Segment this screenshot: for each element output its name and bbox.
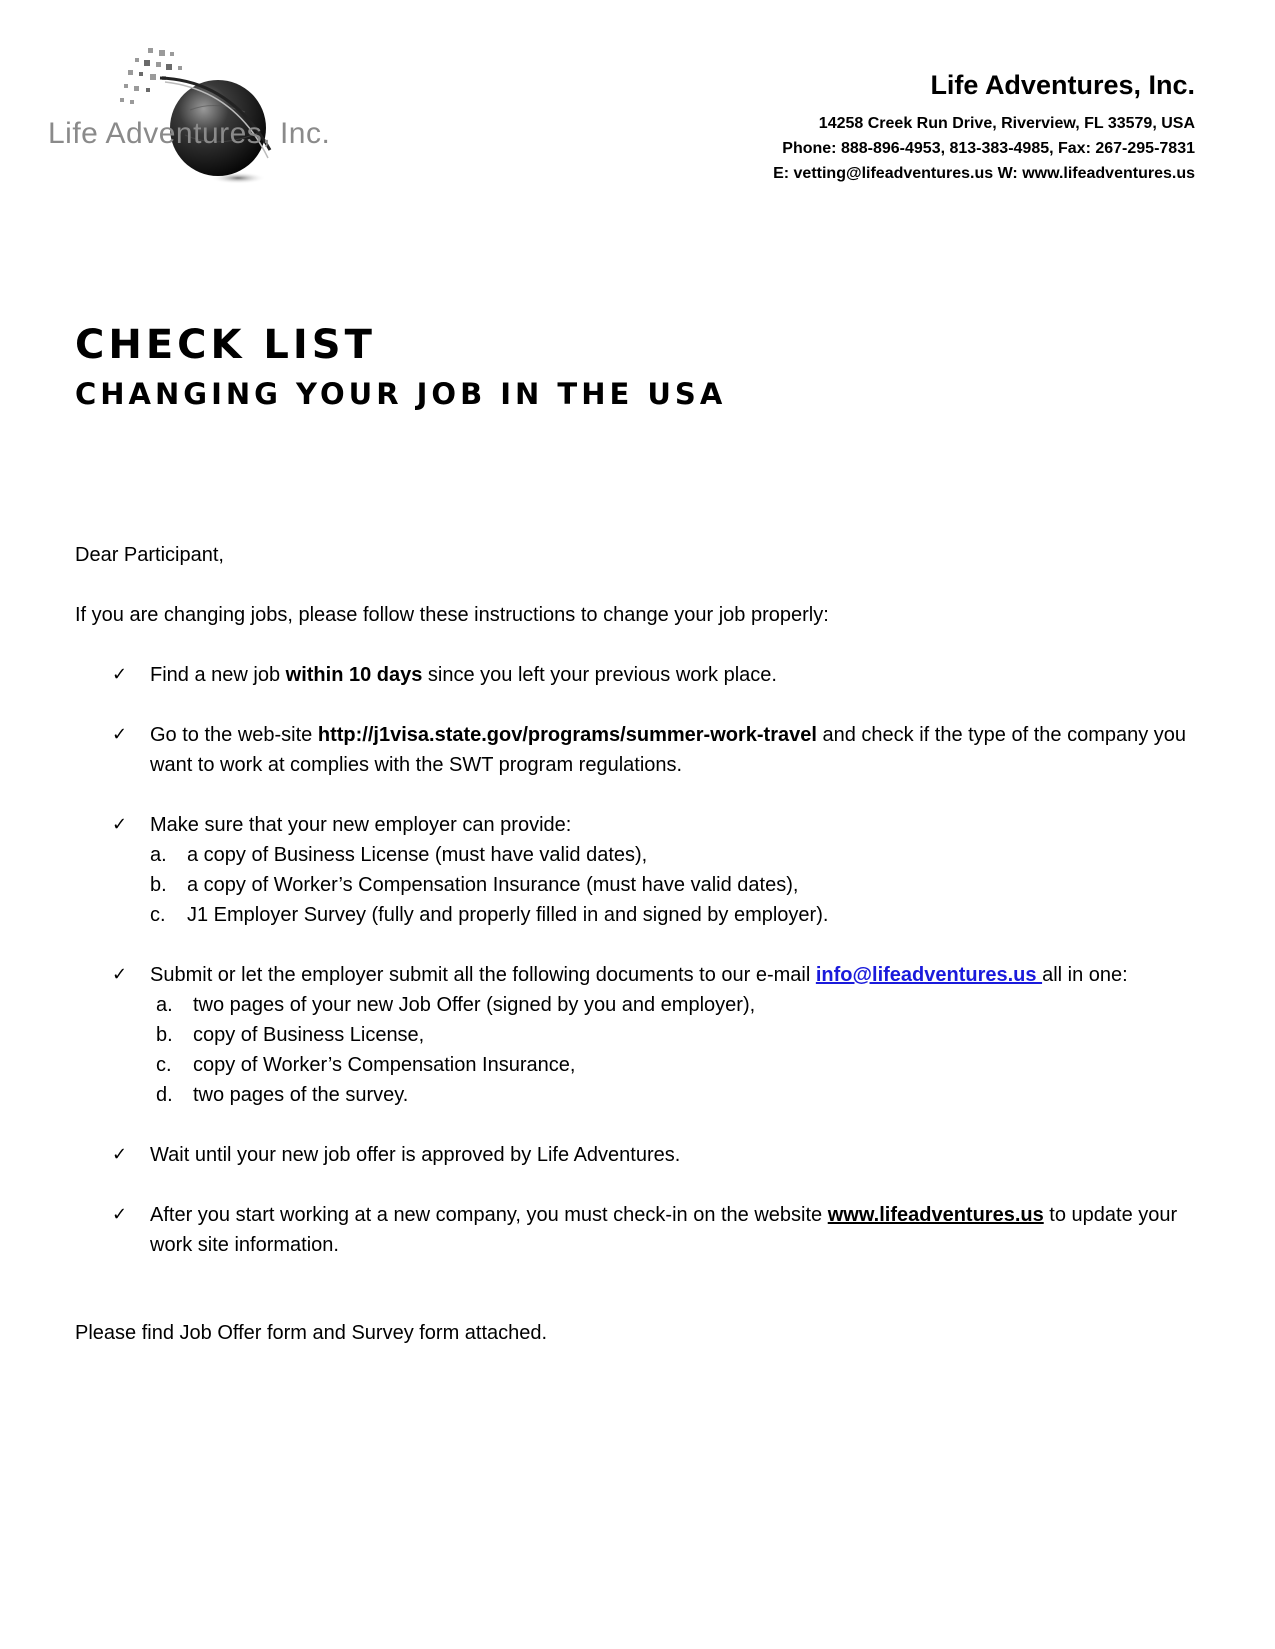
checklist-item-employer-documents bbox=[75, 810, 1205, 930]
company-name: Life Adventures, Inc. bbox=[930, 70, 1195, 100]
checkmark-icon: ✓ bbox=[112, 814, 128, 835]
checkmark-icon: ✓ bbox=[112, 1144, 128, 1165]
sub-item bbox=[150, 1080, 1205, 1110]
document-subtitle: CHANGING YOUR JOB IN THE USA bbox=[75, 377, 727, 411]
sub-item-text: copy of Worker’s Compensation Insurance, bbox=[193, 1054, 576, 1076]
checklist-item-submit-documents bbox=[75, 960, 1205, 1110]
company-address: 14258 Creek Run Drive, Riverview, FL 33579, USA bbox=[818, 115, 1195, 132]
company-contact: E: vetting@lifeadventures.us W: www.lifeadventures.us bbox=[773, 165, 1195, 182]
document-title-block bbox=[75, 320, 726, 414]
sub-item-text: copy of Business License, bbox=[193, 1024, 425, 1046]
item-text: Wait until your new job offer is approved by Life Adventures. bbox=[150, 1144, 681, 1166]
sub-item bbox=[150, 1050, 1205, 1080]
checklist-item-find-job bbox=[75, 660, 1205, 690]
state-gov-url: http://j1visa.state.gov/programs/summer-work-travel bbox=[317, 724, 817, 746]
company-phone: Phone: 888-896-4953, 813-383-4985, Fax: 267-295-7831 bbox=[782, 140, 1195, 157]
sub-item-text: a copy of Worker’s Compensation Insurance (must have valid dates), bbox=[187, 874, 799, 896]
sub-item-text: two pages of your new Job Offer (signed by you and employer), bbox=[193, 994, 756, 1016]
greeting: Dear Participant, bbox=[75, 544, 224, 566]
checkmark-icon: ✓ bbox=[112, 724, 128, 745]
sub-item-text: J1 Employer Survey (fully and properly filled in and signed by employer). bbox=[187, 904, 829, 926]
sub-item-text: a copy of Business License (must have valid dates), bbox=[187, 844, 648, 866]
company-header bbox=[773, 70, 1195, 186]
sub-item-letter: a. bbox=[156, 994, 173, 1016]
item-text-after: all in one: bbox=[1042, 964, 1128, 986]
item-text-after: since you left your previous work place. bbox=[422, 664, 777, 686]
sub-item bbox=[150, 990, 1205, 1020]
closing-paragraph: Please find Job Offer form and Survey form attached. bbox=[75, 1322, 548, 1344]
lifeadventures-website-link[interactable]: www.lifeadventures.us bbox=[827, 1204, 1044, 1226]
checklist-item-check-website bbox=[75, 720, 1205, 780]
document-body bbox=[75, 540, 1205, 1378]
item-text-before: After you start working at a new company, you must check-in on the website bbox=[150, 1204, 828, 1226]
checklist-item-wait-approval bbox=[75, 1140, 1205, 1170]
item-text-before: Submit or let the employer submit all the following documents to our e-mail bbox=[150, 964, 816, 986]
checklist-item-check-in bbox=[75, 1200, 1205, 1260]
sub-list bbox=[150, 840, 1205, 930]
sub-item-letter: b. bbox=[156, 1024, 173, 1046]
document-title: CHECK LIST bbox=[75, 322, 376, 368]
sub-item bbox=[150, 870, 1205, 900]
sub-item-letter: a. bbox=[150, 844, 167, 866]
sub-list bbox=[150, 990, 1205, 1110]
sub-item-text: two pages of the survey. bbox=[193, 1084, 409, 1106]
sub-item-letter: c. bbox=[156, 1054, 172, 1076]
checkmark-icon: ✓ bbox=[112, 964, 128, 985]
item-text-bold: within 10 days bbox=[285, 664, 423, 686]
sub-item-letter: d. bbox=[156, 1084, 173, 1106]
sub-item bbox=[150, 1020, 1205, 1050]
sub-item bbox=[150, 840, 1205, 870]
info-email-link[interactable]: info@lifeadventures.us bbox=[815, 964, 1043, 986]
sub-item bbox=[150, 900, 1205, 930]
item-text-before: Find a new job bbox=[150, 664, 286, 686]
sub-item-letter: b. bbox=[150, 874, 167, 896]
checkmark-icon: ✓ bbox=[112, 664, 128, 685]
item-text-before: Go to the web-site bbox=[150, 724, 318, 746]
item-text-after: to update your work site information. bbox=[150, 1204, 1178, 1256]
company-logo bbox=[40, 40, 350, 200]
logo-wordmark: Life Adventures, Inc. bbox=[48, 117, 331, 150]
item-text-after: and check if the type of the company you want to work at complies with the SWT program regulations. bbox=[150, 724, 1187, 776]
checklist bbox=[75, 660, 1205, 1260]
checkmark-icon: ✓ bbox=[112, 1204, 128, 1225]
item-text: Make sure that your new employer can provide: bbox=[150, 814, 572, 836]
sub-item-letter: c. bbox=[150, 904, 166, 926]
intro-paragraph: If you are changing jobs, please follow these instructions to change your job properly: bbox=[75, 604, 829, 626]
